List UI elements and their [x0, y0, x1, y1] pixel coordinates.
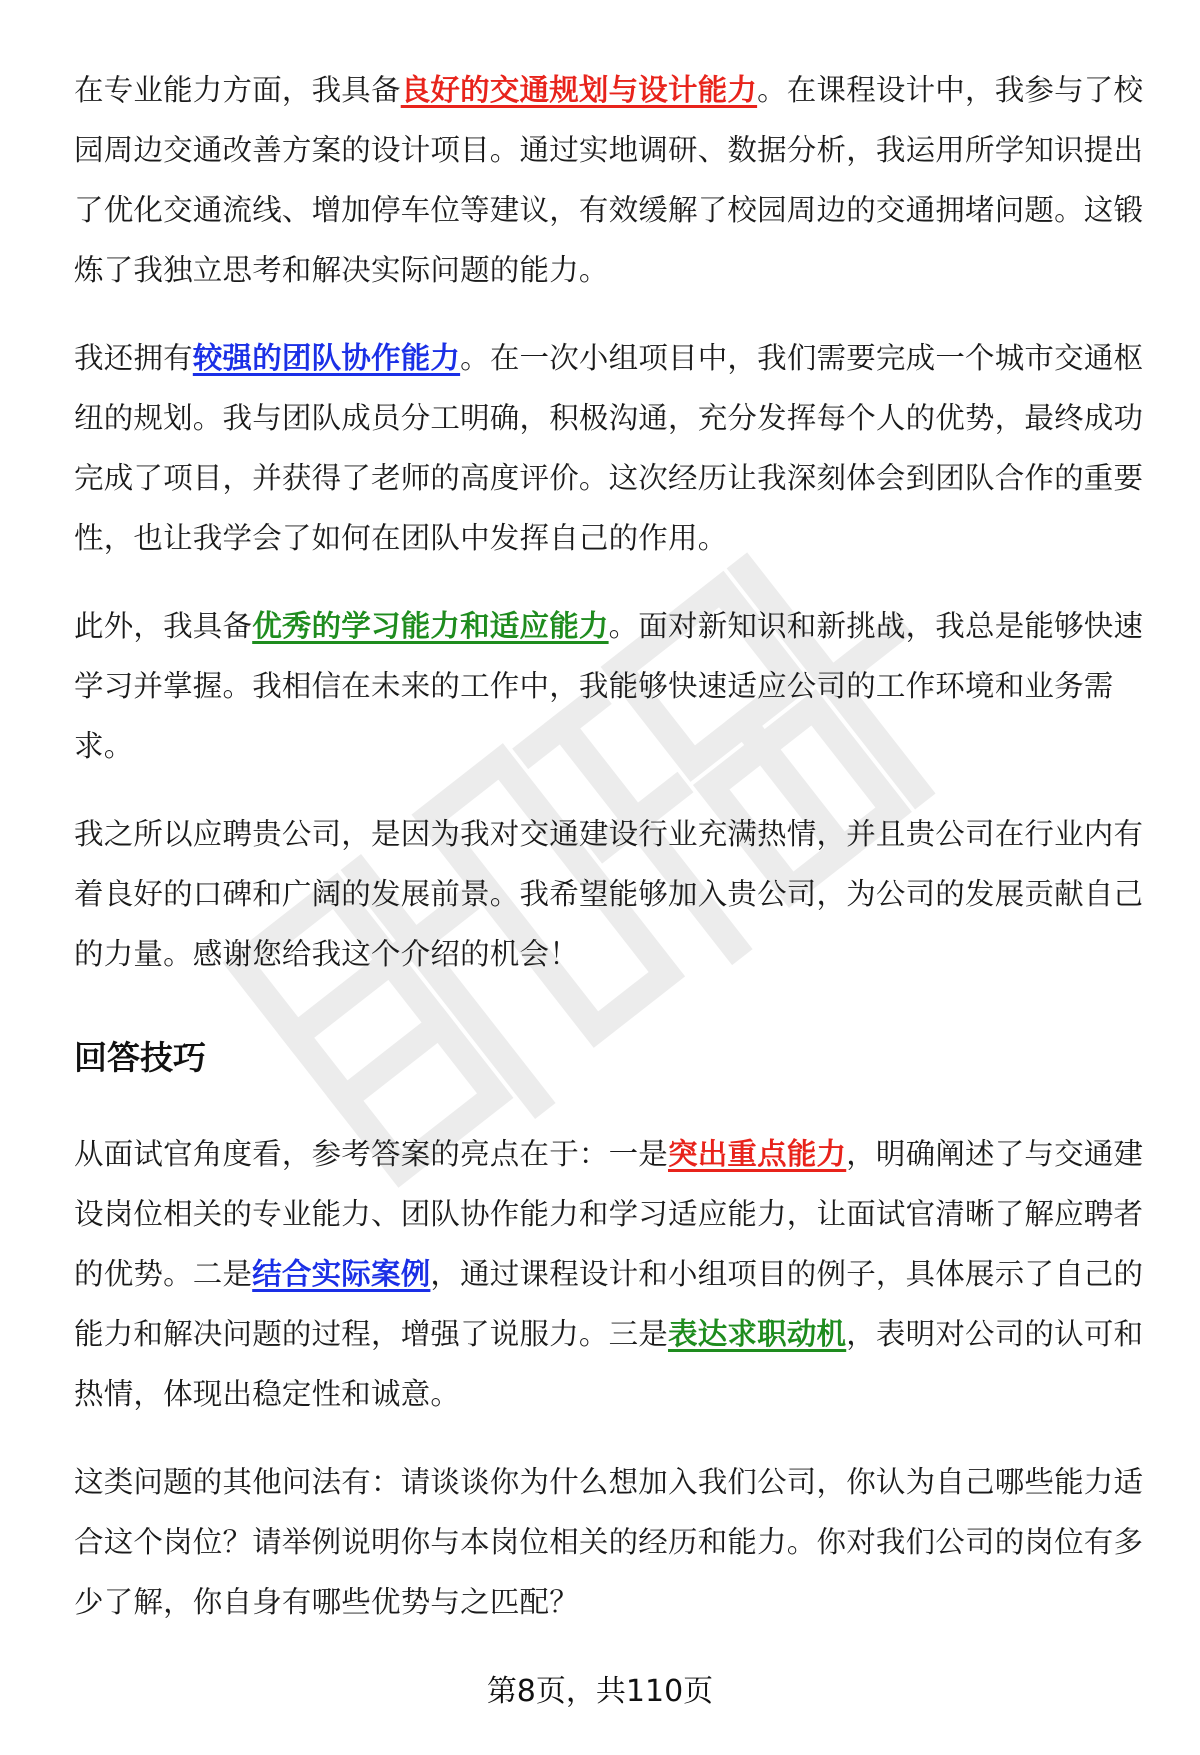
section-title: 回答技巧 — [74, 1038, 206, 1077]
paragraph-text: 此外，我具备 — [74, 609, 253, 643]
paragraph-text: 我还拥有 — [74, 341, 193, 375]
paragraph-teamwork-skill — [74, 328, 1154, 568]
paragraph-tips-analysis — [74, 1124, 1154, 1424]
main-content — [74, 60, 1154, 1632]
paragraph-text: 在专业能力方面，我具备 — [74, 73, 401, 107]
highlight-red: 突出重点能力 — [668, 1137, 847, 1171]
highlight-blue: 结合实际案例 — [252, 1257, 431, 1291]
highlight-blue: 较强的团队协作能力 — [192, 341, 461, 375]
paragraph-text: 。面对新知识和新挑战，我总是能够快速学习并掌握。我相信在未来的工作中，我能够快速适应公司的工作环境和业务需求。 — [74, 609, 1144, 763]
paragraph-professional-skill — [74, 60, 1154, 300]
paragraph-learning-skill — [74, 596, 1154, 776]
paragraph-text: 从面试官角度看，参考答案的亮点在于：一是 — [74, 1137, 669, 1171]
paragraph-text: 。在一次小组项目中，我们需要完成一个城市交通枢纽的规划。我与团队成员分工明确，积极沟通，充分发挥每个人的优势，最终成功完成了项目，并获得了老师的高度评价。这次经历让我深刻体会到团队合作的重要性，也让我学会了如何在团队中发挥自己的作用。 — [74, 341, 1144, 555]
paragraph-text: ，表明对公司的认可和热情，体现出稳定性和诚意。 — [74, 1317, 1144, 1411]
highlight-green: 优秀的学习能力和适应能力 — [252, 609, 609, 643]
paragraph-text: ，通过课程设计和小组项目的例子，具体展示了自己的能力和解决问题的过程，增强了说服力。三是 — [74, 1257, 1144, 1351]
paragraph-text: 。在课程设计中，我参与了校园周边交通改善方案的设计项目。通过实地调研、数据分析，我运用所学知识提出了优化交通流线、增加停车位等建议，有效缓解了校园周边的交通拥堵问题。这锻炼了我独立思考和解决实际问题的能力。 — [74, 73, 1144, 287]
paragraph-alternative-questions: 这类问题的其他问法有：请谈谈你为什么想加入我们公司，你认为自己哪些能力适合这个岗位？请举例说明你与本岗位相关的经历和能力。你对我们公司的岗位有多少了解，你自身有哪些优势与之匹配？ — [74, 1465, 1144, 1619]
highlight-green: 表达求职动机 — [668, 1317, 847, 1351]
highlight-red: 良好的交通规划与设计能力 — [400, 73, 758, 107]
paragraph-motivation: 我之所以应聘贵公司，是因为我对交通建设行业充满热情，并且贵公司在行业内有着良好的口碑和广阔的发展前景。我希望能够加入贵公司，为公司的发展贡献自己的力量。感谢您给我这个介绍的机会！ — [74, 817, 1144, 971]
paragraph-text: ，明确阐述了与交通建设岗位相关的专业能力、团队协作能力和学习适应能力，让面试官清晰了解应聘者的优势。二是 — [74, 1137, 1144, 1291]
page-number: 第8页，共110页 — [486, 1674, 714, 1709]
